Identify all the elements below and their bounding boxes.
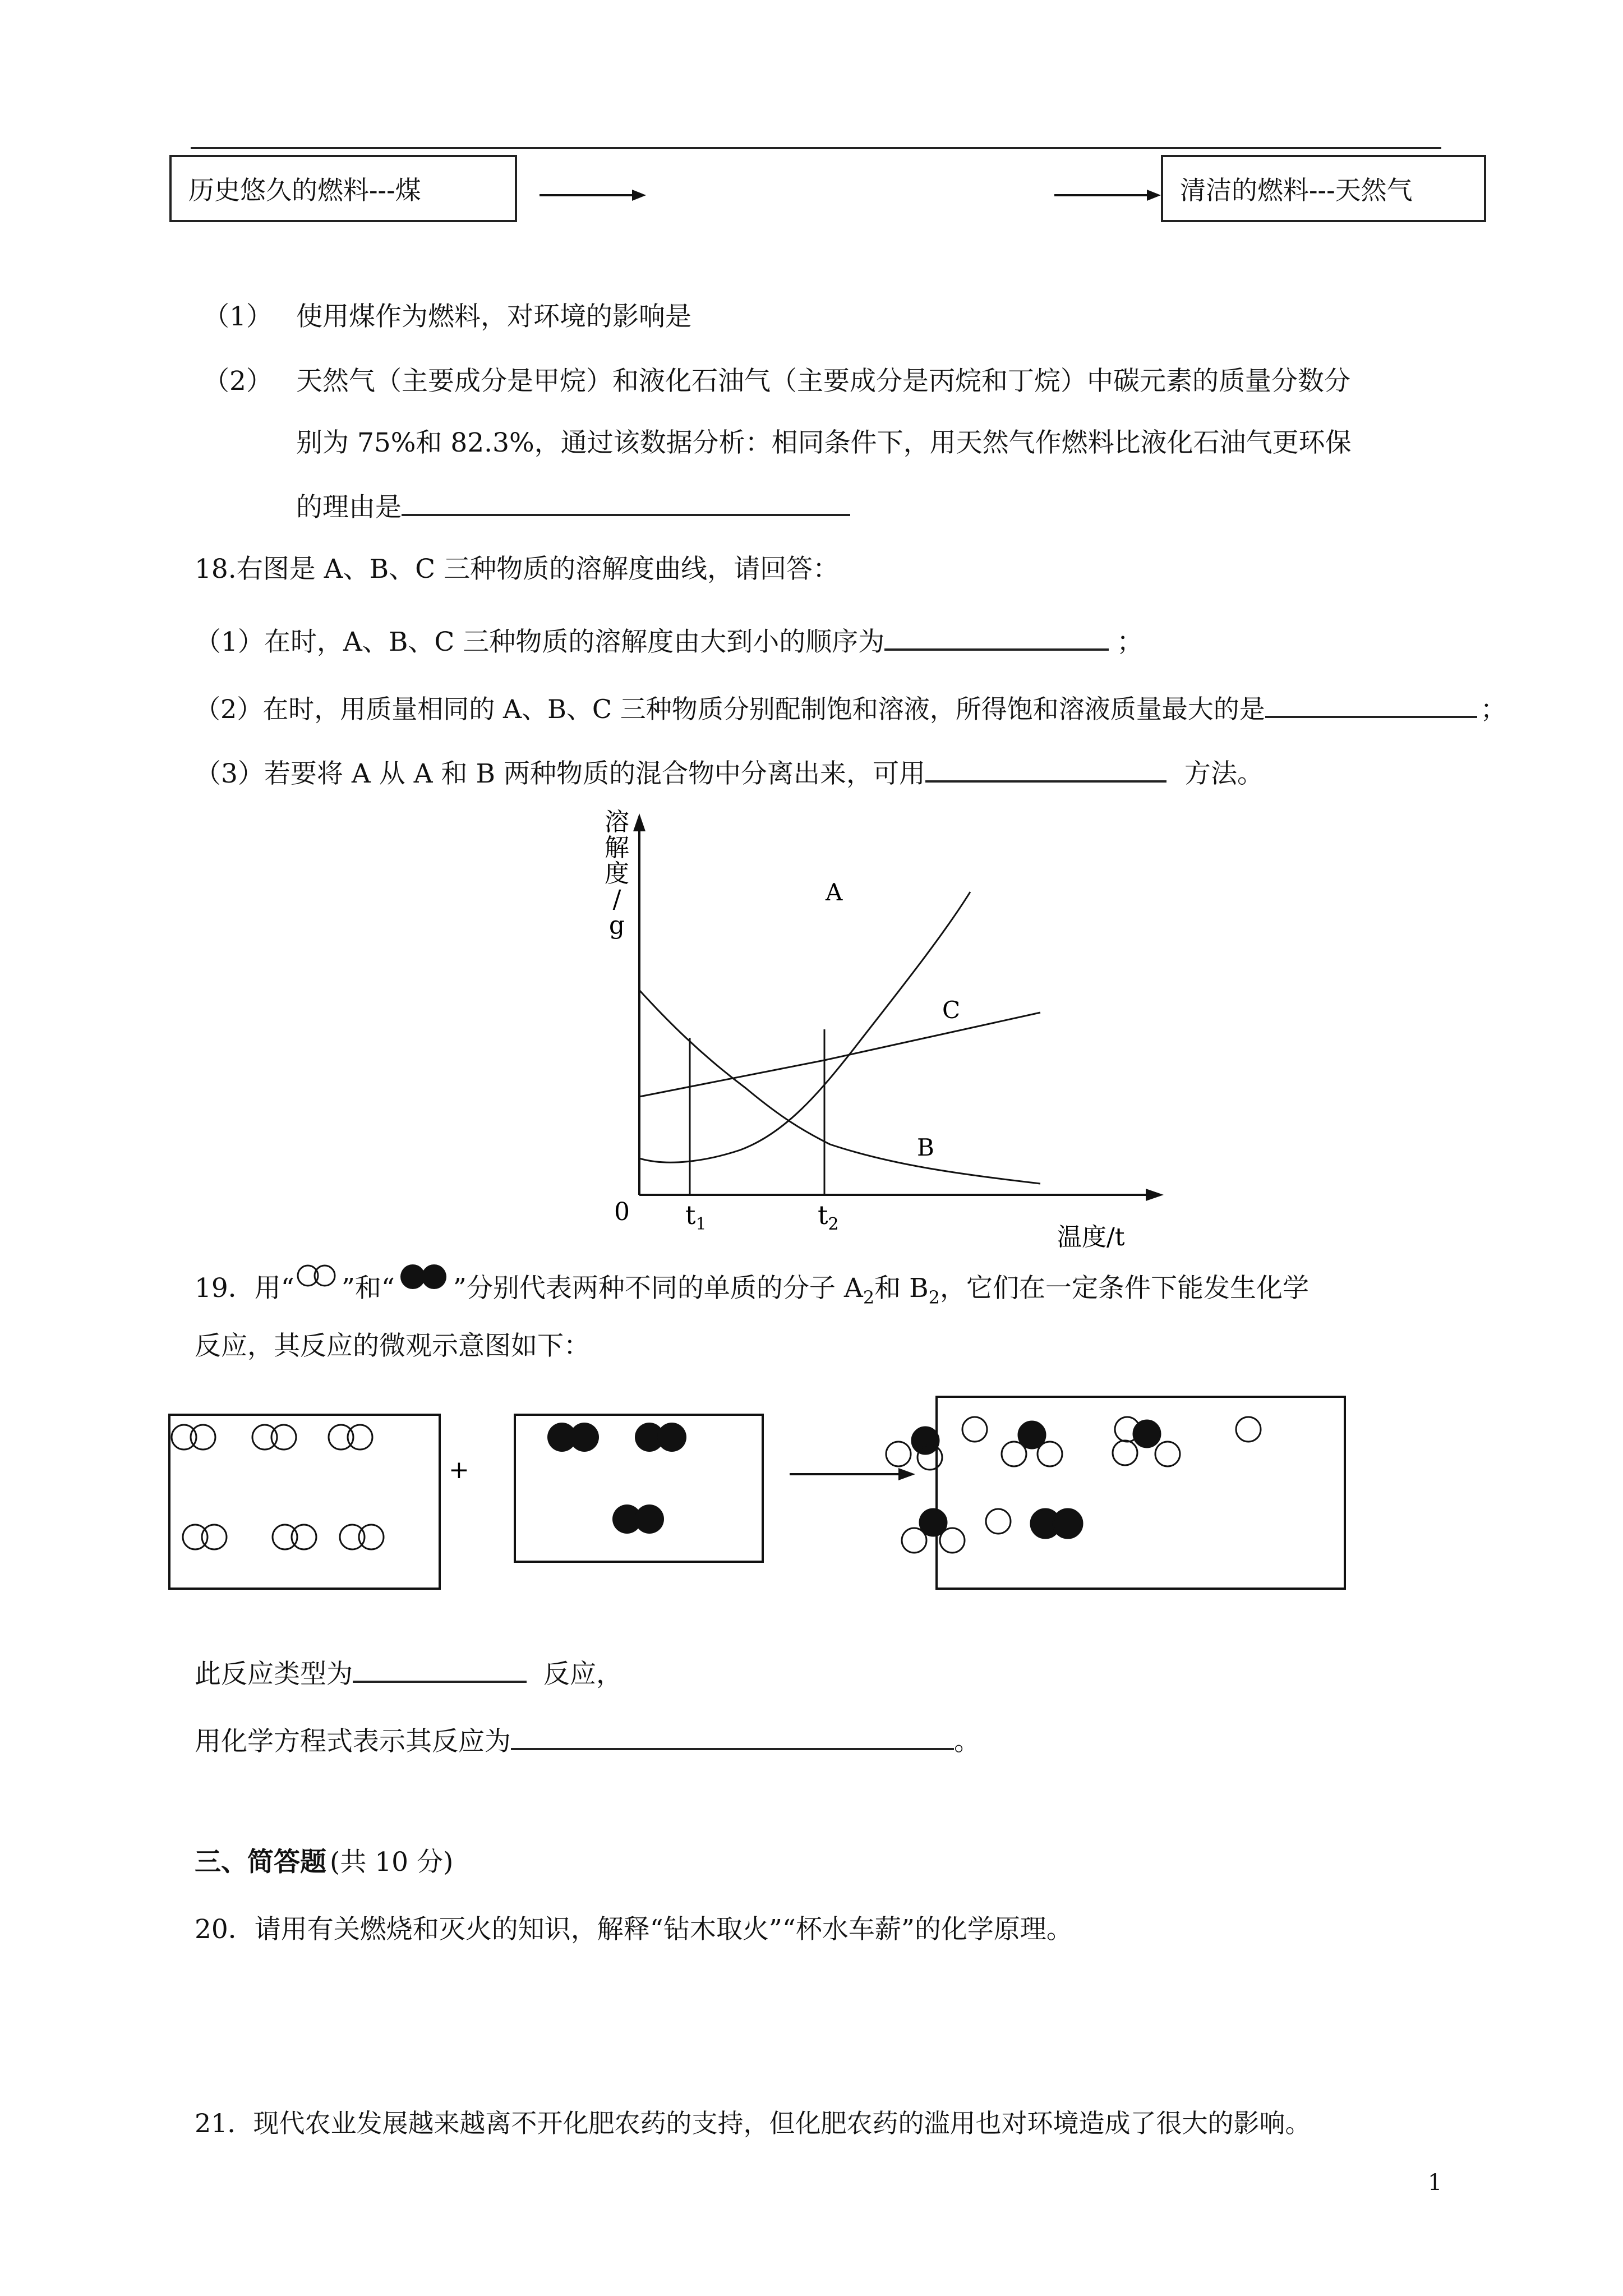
chart-series-A-label: A (826, 878, 843, 906)
q18-sub1-blank[interactable] (884, 623, 1109, 651)
flow-box-natural-gas (1161, 155, 1486, 222)
chart-series-C-label: C (942, 996, 961, 1024)
reactant-a2-box (169, 1415, 440, 1589)
flow-box-coal-label: 历史悠久的燃料---煤 (188, 175, 421, 205)
q21-text: 21．现代农业发展越来越离不开化肥农药的支持，但化肥农药的滥用也对环境造成了很大的影响。 (195, 2108, 1311, 2138)
chart-ylabel-char: / (612, 885, 621, 914)
page-number: 1 (1428, 2170, 1442, 2196)
q17-sub2-line2: 别为 75%和 82.3%，通过该数据分析：相同条件下，用天然气作燃料比液化石油气更环保 (296, 427, 1352, 458)
flow-box-natural-gas-label: 清洁的燃料---天然气 (1180, 175, 1413, 205)
q19-line1-d: 和 B (874, 1273, 929, 1304)
chart-ylabel-char: g (608, 911, 625, 940)
q19-eq-suffix: 。 (954, 1726, 980, 1757)
product-molecules (886, 1417, 1261, 1553)
chart-y-arrow (633, 813, 645, 831)
chart-tick-t2: $t_2$ (818, 1200, 839, 1234)
q19-type-suffix: 反应， (543, 1659, 623, 1690)
chart-ylabel-char: 解 (605, 834, 629, 862)
q17-sub2-num: （2） (203, 366, 273, 397)
reactant-b2-molecules (547, 1423, 686, 1534)
q18-sub3-blank[interactable] (925, 754, 1166, 783)
chart-ylabel (605, 808, 629, 940)
q19-line1-sub2: 2 (928, 1287, 940, 1308)
section3-points: (共 10 分) (330, 1847, 454, 1878)
q18-sub2-wrap (195, 690, 1506, 726)
q18-sub2-blank[interactable] (1265, 690, 1477, 718)
section3-heading-wrap (195, 1846, 453, 1879)
chart-xlabel: 温度/t (1057, 1223, 1125, 1251)
chart-origin-label: 0 (614, 1198, 630, 1226)
molecule-b2-icon (395, 1262, 453, 1291)
q18-sub1-text: （1）在时，A、B、C 三种物质的溶解度由大到小的顺序为 (195, 627, 885, 657)
reaction-diagram (163, 1386, 1352, 1604)
header-rule (191, 147, 1441, 149)
molecule-a2-icon (294, 1262, 342, 1291)
q19-type-prefix: 此反应类型为 (195, 1659, 353, 1690)
chart-ylabel-char: 度 (605, 859, 629, 888)
q19-line1 (195, 1262, 1309, 1314)
reaction-plus: + (449, 1456, 469, 1484)
reactant-a2-molecules (172, 1425, 384, 1549)
q18-sub3-text: （3）若要将 A 从 A 和 B 两种物质的混合物中分离出来，可用 (195, 758, 925, 789)
q19-line1-e: ，它们在一定条件下能发生化学 (940, 1273, 1310, 1304)
flow-box-coal (169, 155, 517, 222)
chart-tick-t1: $t_1$ (685, 1200, 707, 1234)
q18-sub2-text: （2）在时，用质量相同的 A、B、C 三种物质分别配制饱和溶液，所得饱和溶液质量最大的是 (195, 694, 1265, 724)
chart-series-B-label: B (917, 1134, 934, 1161)
q19-line1-sub1: 2 (863, 1287, 875, 1308)
reaction-arrow-head (898, 1468, 915, 1480)
q19-eq-blank[interactable] (511, 1722, 954, 1750)
chart-ylabel-char: 溶 (605, 808, 629, 836)
q18-sub1-wrap (195, 623, 1143, 659)
q19-type-wrap (195, 1655, 623, 1691)
q19-line1-a: 19．用“ (195, 1273, 294, 1304)
chart-series-C-line (639, 1013, 1040, 1097)
chart-series-B-line (639, 990, 1040, 1184)
solubility-chart (583, 802, 1178, 1262)
q19-eq-wrap (195, 1722, 980, 1759)
q18-sub2-end: ； (1480, 694, 1506, 724)
q19-type-blank[interactable] (353, 1655, 527, 1683)
q19-line1-b: ”和“ (341, 1273, 395, 1304)
q19-eq-prefix: 用化学方程式表示其反应为 (195, 1726, 511, 1757)
q18-sub3-wrap (195, 754, 1264, 791)
q18-sub3-end: 方法。 (1184, 758, 1264, 789)
q20-text: 20．请用有关燃烧和灭火的知识，解释“钻木取火”“杯水车薪”的化学原理。 (195, 1914, 1073, 1945)
q17-sub1-text: 使用煤作为燃料，对环境的影响是 (296, 301, 691, 332)
q19-line2: 反应，其反应的微观示意图如下： (195, 1331, 590, 1361)
chart-x-arrow (1146, 1189, 1164, 1201)
section3-heading: 三、简答题 (195, 1847, 326, 1878)
flow-arrow-right (1054, 185, 1161, 205)
q17-answer-blank[interactable] (402, 488, 850, 516)
q18-intro: 18.右图是 A、B、C 三种物质的溶解度曲线，请回答： (195, 554, 840, 585)
q17-sub1-num: （1） (203, 301, 273, 332)
q18-sub1-end: ； (1117, 627, 1144, 657)
q19-line1-c: ”分别代表两种不同的单质的分子 A (453, 1273, 863, 1304)
flow-arrow-left (540, 185, 646, 205)
q17-sub2-line1: 天然气（主要成分是甲烷）和液化石油气（主要成分是丙烷和丁烷）中碳元素的质量分数分 (296, 366, 1350, 397)
q17-sub2-line3-wrap (296, 488, 850, 524)
q17-sub2-line3: 的理由是 (296, 492, 402, 523)
